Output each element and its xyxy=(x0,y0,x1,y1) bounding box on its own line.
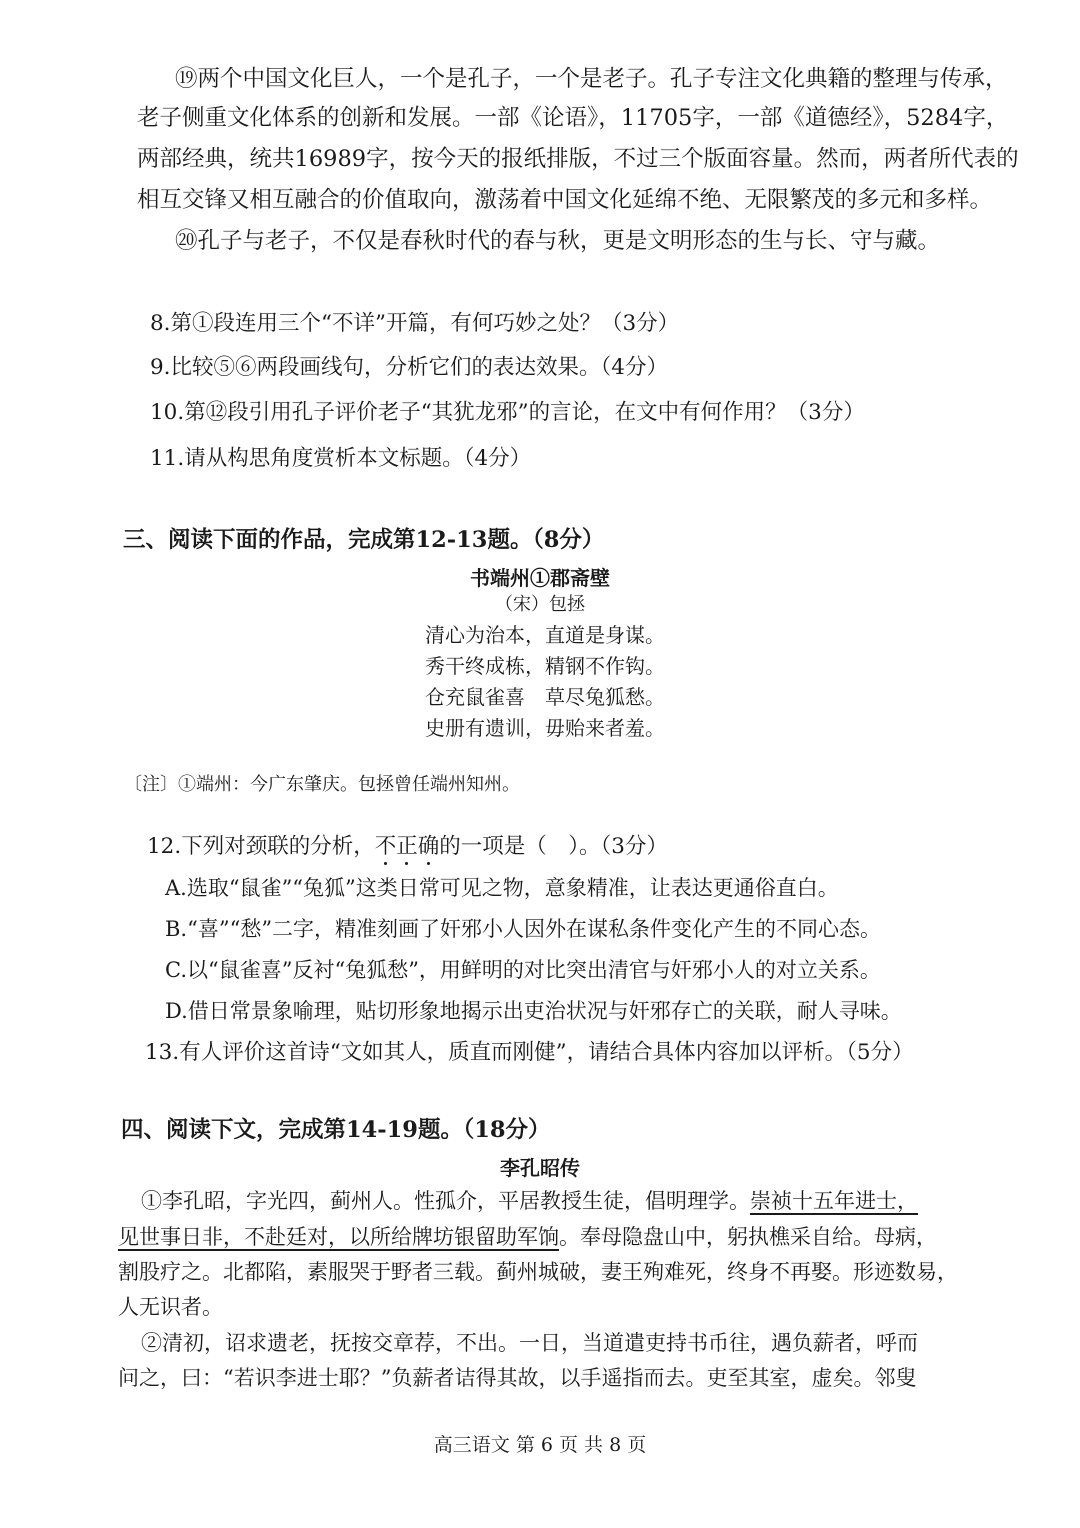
underlined-sentence: 见世事日非，不赴廷对，以所给牌坊银留助军饷 xyxy=(118,1225,559,1249)
section-4-heading: 四、阅读下文，完成第14-19题。（18分） xyxy=(121,1117,551,1143)
passage-p19-line-1: ⑲两个中国文化巨人，一个是孔子，一个是老子。孔子专注文化典籍的整理与传承， xyxy=(175,66,1008,92)
passage-p19-line-2: 老子侧重文化体系的创新和发展。一部《论语》，11705字，一部《道德经》，5284字， xyxy=(137,105,1009,131)
question-10: 10.第⑫段引用孔子评价老子“其犹龙邪”的言论，在文中有何作用？（3分） xyxy=(150,400,865,425)
p1-text: 。奉母隐盘山中，躬执樵采自给。母病， xyxy=(559,1225,937,1249)
emphasis-char: 不 xyxy=(374,834,397,859)
biography-p2-line-2: 问之，曰：“若识李进士耶？”负薪者诘得其故，以手遥指而去。吏至其室，虚矣。邻叟 xyxy=(118,1366,917,1390)
passage-p20: ⑳孔子与老子，不仅是春秋时代的春与秋，更是文明形态的生与长、守与藏。 xyxy=(175,228,941,254)
question-9: 9.比较⑤⑥两段画线句，分析它们的表达效果。（4分） xyxy=(150,355,668,380)
question-13: 13.有人评价这首诗“文如其人，质直而刚健”，请结合具体内容加以评析。（5分） xyxy=(145,1040,914,1065)
option-c: C.以“鼠雀喜”反衬“兔狐愁”，用鲜明的对比突出清官与奸邪小人的对立关系。 xyxy=(165,958,881,982)
passage-p19-line-4: 相互交锋又相互融合的价值取向，激荡着中国文化延绵不绝、无限繁茂的多元和多样。 xyxy=(137,187,993,213)
question-12-text-after: 的一项是（ ）。（3分） xyxy=(439,834,668,859)
poem-line-2: 秀干终成栋，精钢不作钩。 xyxy=(425,654,665,678)
biography-p1-line-3: 割股疗之。北都陷，素服哭于野者三载。蓟州城破，妻王殉难死，终身不再娶。形迹数易， xyxy=(118,1260,958,1284)
poem-line-4: 史册有遗训，毋贻来者羞。 xyxy=(425,716,665,740)
emphasis-char: 正 xyxy=(396,834,418,859)
poem-line-1: 清心为治本，直道是身谋。 xyxy=(425,623,665,647)
question-11: 11.请从构思角度赏析本文标题。（4分） xyxy=(150,446,532,471)
question-12 xyxy=(147,832,668,862)
biography-p2-line-1: ②清初，诏求遗老，抚按交章荐，不出。一日，当道遣吏持书币往，遇负薪者，呼而 xyxy=(141,1331,918,1355)
section-3-heading: 三、阅读下面的作品，完成第12-13题。（8分） xyxy=(123,527,605,553)
biography-title: 李孔昭传 xyxy=(500,1156,580,1180)
biography-p1-line-4: 人无识者。 xyxy=(118,1295,223,1319)
emphasis-char: 确 xyxy=(417,834,440,859)
option-a: A.选取“鼠雀”“兔狐”这类日常可见之物，意象精准，让表达更通俗直白。 xyxy=(165,876,839,900)
underlined-sentence: 崇祯十五年进士， xyxy=(750,1189,918,1213)
page-footer: 高三语文 第 6 页 共 8 页 xyxy=(433,1434,647,1456)
poem-note: 〔注〕①端州：今广东肇庆。包拯曾任端州知州。 xyxy=(124,774,520,795)
poem-author: （宋）包拯 xyxy=(495,594,585,615)
question-12-text-before: 12.下列对颈联的分析， xyxy=(147,834,375,859)
biography-p1-line-2 xyxy=(118,1222,937,1252)
poem-title: 书端州①郡斋壁 xyxy=(470,566,610,590)
option-d: D.借日常景象喻理，贴切形象地揭示出吏治状况与奸邪存亡的关联，耐人寻味。 xyxy=(165,999,902,1023)
passage-p19-line-3: 两部经典，统共16989字，按今天的报纸排版，不过三个版面容量。然而，两者所代表的 xyxy=(137,146,1019,172)
option-b: B.“喜”“愁”二字，精准刻画了奸邪小人因外在谋私条件变化产生的不同心态。 xyxy=(165,917,882,941)
p1-text: ①李孔昭，字光四，蓟州人。性孤介，平居教授生徒，倡明理学。 xyxy=(141,1189,750,1213)
poem-line-3: 仓充鼠雀喜 草尽兔狐愁。 xyxy=(425,685,665,709)
question-8: 8.第①段连用三个“不详”开篇，有何巧妙之处？（3分） xyxy=(150,311,680,336)
biography-p1-line-1 xyxy=(141,1186,918,1216)
